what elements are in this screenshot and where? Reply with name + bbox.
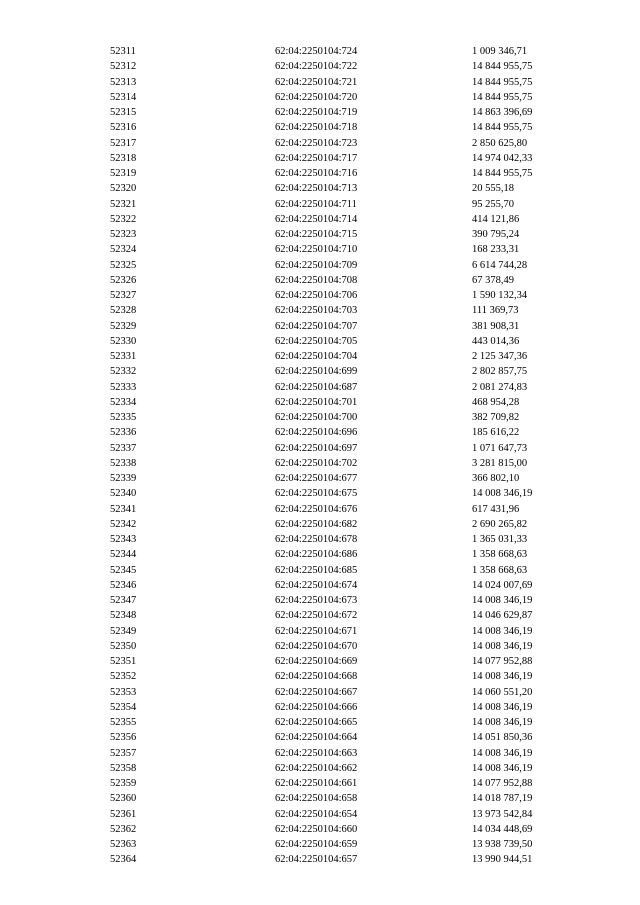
table-row — [0, 715, 640, 730]
cadastral-value: 14 008 346,19 — [472, 595, 533, 606]
cadastral-value: 14 077 952,88 — [472, 656, 533, 667]
row-number: 52311 — [110, 46, 136, 57]
cadastral-number: 62:04:2250104:677 — [275, 473, 358, 484]
cadastral-value: 382 709,82 — [472, 412, 520, 423]
row-number: 52350 — [110, 640, 137, 652]
table-row — [0, 227, 640, 242]
table-row — [0, 303, 640, 318]
table-row — [0, 273, 640, 288]
cadastral-number: 62:04:2250104:676 — [275, 503, 358, 515]
row-number: 52344 — [110, 549, 137, 561]
cadastral-number: 62:04:2250104:672 — [275, 610, 358, 622]
cadastral-value: 1 365 031,33 — [472, 534, 528, 545]
table-row — [0, 44, 640, 59]
cadastral-number: 62:04:2250104:703 — [275, 305, 358, 317]
table-row — [0, 105, 640, 120]
table-row — [0, 395, 640, 410]
table-row — [0, 90, 640, 105]
cadastral-number: 62:04:2250104:671 — [275, 625, 358, 637]
cadastral-value: 95 255,70 — [472, 198, 514, 210]
table-row — [0, 242, 640, 257]
cadastral-number: 62:04:2250104:686 — [275, 549, 358, 561]
cadastral-value: 111 369,73 — [472, 305, 519, 317]
cadastral-value: 2 690 265,82 — [472, 518, 528, 530]
cadastral-value: 14 046 629,87 — [472, 610, 533, 622]
row-number: 52349 — [110, 625, 137, 637]
row-number: 52358 — [110, 762, 137, 774]
table-row — [0, 502, 640, 517]
row-number: 52314 — [110, 91, 137, 103]
row-number: 52353 — [110, 686, 137, 698]
cadastral-value: 1 590 132,34 — [472, 290, 528, 301]
table-row — [0, 59, 640, 74]
cadastral-value: 14 008 346,19 — [472, 747, 533, 759]
cadastral-value: 1 358 668,63 — [472, 549, 528, 561]
table-row — [0, 349, 640, 364]
cadastral-number: 62:04:2250104:667 — [275, 686, 358, 698]
cadastral-value: 468 954,28 — [472, 396, 520, 408]
cadastral-value: 168 233,31 — [472, 244, 520, 256]
cadastral-number: 62:04:2250104:697 — [275, 442, 358, 454]
cadastral-value: 13 938 739,50 — [472, 839, 533, 850]
row-number: 52339 — [110, 473, 137, 484]
cadastral-number: 62:04:2250104:668 — [275, 671, 358, 683]
cadastral-number: 62:04:2250104:659 — [275, 839, 358, 850]
table-row — [0, 639, 640, 654]
cadastral-value: 185 616,22 — [472, 427, 520, 439]
cadastral-number: 62:04:2250104:654 — [275, 808, 358, 820]
cadastral-number: 62:04:2250104:723 — [275, 137, 358, 149]
table-row — [0, 517, 640, 532]
cadastral-value: 390 795,24 — [472, 229, 520, 240]
table-row — [0, 441, 640, 456]
row-number: 52345 — [110, 564, 137, 576]
cadastral-number: 62:04:2250104:685 — [275, 564, 358, 576]
row-number: 52317 — [110, 137, 137, 149]
table-row — [0, 761, 640, 776]
cadastral-value: 14 034 448,69 — [472, 823, 533, 835]
table-row — [0, 410, 640, 425]
row-number: 52331 — [110, 351, 137, 362]
row-number: 52359 — [110, 778, 137, 789]
table-row — [0, 730, 640, 745]
document-table — [0, 44, 640, 868]
row-number: 52363 — [110, 839, 137, 850]
table-row — [0, 791, 640, 806]
row-number: 52364 — [110, 854, 137, 866]
table-row — [0, 547, 640, 562]
table-row — [0, 364, 640, 379]
cadastral-value: 13 990 944,51 — [472, 854, 533, 866]
row-number: 52337 — [110, 442, 137, 454]
row-number: 52361 — [110, 808, 137, 820]
cadastral-number: 62:04:2250104:660 — [275, 823, 358, 835]
cadastral-value: 3 281 815,00 — [472, 457, 528, 469]
cadastral-number: 62:04:2250104:701 — [275, 396, 358, 408]
row-number: 52332 — [110, 366, 137, 378]
cadastral-value: 443 014,36 — [472, 335, 520, 347]
cadastral-value: 14 844 955,75 — [472, 61, 533, 73]
cadastral-number: 62:04:2250104:704 — [275, 351, 358, 362]
row-number: 52323 — [110, 229, 137, 240]
row-number: 52330 — [110, 335, 137, 347]
table-row — [0, 288, 640, 303]
row-number: 52346 — [110, 579, 137, 591]
cadastral-value: 13 973 542,84 — [472, 808, 533, 820]
cadastral-value: 20 555,18 — [472, 183, 514, 195]
table-row — [0, 822, 640, 837]
table-row — [0, 776, 640, 791]
table-row — [0, 700, 640, 715]
row-number: 52318 — [110, 152, 137, 164]
table-row — [0, 685, 640, 700]
cadastral-value: 14 077 952,88 — [472, 778, 533, 789]
cadastral-number: 62:04:2250104:678 — [275, 534, 358, 545]
cadastral-number: 62:04:2250104:699 — [275, 366, 358, 378]
cadastral-value: 366 802,10 — [472, 473, 520, 484]
row-number: 52352 — [110, 671, 137, 683]
row-number: 52341 — [110, 503, 137, 515]
cadastral-value: 1 071 647,73 — [472, 442, 528, 454]
table-row — [0, 319, 640, 334]
table-row — [0, 75, 640, 90]
cadastral-value: 2 802 857,75 — [472, 366, 528, 378]
cadastral-value: 14 008 346,19 — [472, 762, 533, 774]
table-row — [0, 608, 640, 623]
row-number: 52325 — [110, 259, 137, 271]
cadastral-number: 62:04:2250104:675 — [275, 488, 358, 500]
cadastral-number: 62:04:2250104:724 — [275, 46, 358, 57]
table-row — [0, 181, 640, 196]
row-number: 52326 — [110, 274, 137, 286]
cadastral-number: 62:04:2250104:707 — [275, 320, 358, 332]
table-row — [0, 624, 640, 639]
row-number: 52313 — [110, 76, 137, 88]
table-row — [0, 120, 640, 135]
table-row — [0, 136, 640, 151]
table-row — [0, 563, 640, 578]
row-number: 52348 — [110, 610, 137, 622]
table-row — [0, 456, 640, 471]
row-number: 52333 — [110, 381, 137, 393]
cadastral-number: 62:04:2250104:722 — [275, 61, 358, 73]
table-row — [0, 532, 640, 547]
cadastral-number: 62:04:2250104:710 — [275, 244, 358, 256]
cadastral-number: 62:04:2250104:696 — [275, 427, 358, 439]
cadastral-value: 14 060 551,20 — [472, 686, 533, 698]
cadastral-number: 62:04:2250104:664 — [275, 732, 358, 744]
table-row — [0, 654, 640, 669]
cadastral-value: 14 008 346,19 — [472, 671, 533, 683]
row-number: 52343 — [110, 534, 137, 545]
table-row — [0, 258, 640, 273]
cadastral-value: 2 125 347,36 — [472, 351, 528, 362]
cadastral-value: 14 008 346,19 — [472, 701, 533, 713]
row-number: 52338 — [110, 457, 137, 469]
cadastral-value: 14 974 042,33 — [472, 152, 533, 164]
cadastral-value: 14 024 007,69 — [472, 579, 533, 591]
row-number: 52334 — [110, 396, 137, 408]
row-number: 52316 — [110, 122, 137, 134]
table-row — [0, 852, 640, 867]
row-number: 52329 — [110, 320, 137, 332]
cadastral-number: 62:04:2250104:670 — [275, 640, 358, 652]
table-row — [0, 578, 640, 593]
cadastral-number: 62:04:2250104:720 — [275, 91, 358, 103]
cadastral-number: 62:04:2250104:673 — [275, 595, 358, 606]
cadastral-number: 62:04:2250104:716 — [275, 168, 358, 179]
row-number: 52327 — [110, 290, 137, 301]
cadastral-value: 14 844 955,75 — [472, 122, 533, 134]
cadastral-number: 62:04:2250104:661 — [275, 778, 358, 789]
cadastral-value: 14 008 346,19 — [472, 640, 533, 652]
cadastral-number: 62:04:2250104:715 — [275, 229, 358, 240]
row-number: 52355 — [110, 717, 137, 728]
cadastral-number: 62:04:2250104:663 — [275, 747, 358, 759]
cadastral-number: 62:04:2250104:666 — [275, 701, 358, 713]
cadastral-number: 62:04:2250104:717 — [275, 152, 358, 164]
cadastral-value: 14 018 787,19 — [472, 793, 533, 805]
cadastral-value: 14 844 955,75 — [472, 76, 533, 88]
table-row — [0, 471, 640, 486]
cadastral-number: 62:04:2250104:708 — [275, 274, 358, 286]
table-row — [0, 669, 640, 684]
row-number: 52360 — [110, 793, 137, 805]
table-row — [0, 807, 640, 822]
row-number: 52340 — [110, 488, 137, 500]
cadastral-number: 62:04:2250104:700 — [275, 412, 358, 423]
cadastral-number: 62:04:2250104:714 — [275, 213, 358, 225]
row-number: 52356 — [110, 732, 137, 744]
cadastral-value: 2 850 625,80 — [472, 137, 528, 149]
table-row — [0, 334, 640, 349]
row-number: 52347 — [110, 595, 137, 606]
cadastral-number: 62:04:2250104:662 — [275, 762, 358, 774]
cadastral-value: 1 009 346,71 — [472, 46, 528, 57]
cadastral-value: 14 844 955,75 — [472, 91, 533, 103]
cadastral-number: 62:04:2250104:705 — [275, 335, 358, 347]
cadastral-value: 617 431,96 — [472, 503, 520, 515]
table-row — [0, 166, 640, 181]
cadastral-value: 14 008 346,19 — [472, 488, 533, 500]
cadastral-value: 67 378,49 — [472, 274, 514, 286]
cadastral-number: 62:04:2250104:721 — [275, 76, 358, 88]
cadastral-number: 62:04:2250104:657 — [275, 854, 358, 866]
cadastral-number: 62:04:2250104:682 — [275, 518, 358, 530]
row-number: 52354 — [110, 701, 137, 713]
cadastral-number: 62:04:2250104:706 — [275, 290, 358, 301]
row-number: 52362 — [110, 823, 137, 835]
table-row — [0, 425, 640, 440]
cadastral-value: 6 614 744,28 — [472, 259, 528, 271]
table-row — [0, 486, 640, 501]
row-number: 52315 — [110, 107, 137, 118]
cadastral-number: 62:04:2250104:718 — [275, 122, 358, 134]
table-row — [0, 593, 640, 608]
row-number: 52357 — [110, 747, 137, 759]
cadastral-value: 14 863 396,69 — [472, 107, 533, 118]
table-row — [0, 212, 640, 227]
row-number: 52342 — [110, 518, 137, 530]
row-number: 52328 — [110, 305, 137, 317]
cadastral-value: 381 908,31 — [472, 320, 520, 332]
cadastral-value: 14 008 346,19 — [472, 717, 533, 728]
cadastral-number: 62:04:2250104:711 — [275, 198, 357, 210]
cadastral-number: 62:04:2250104:674 — [275, 579, 358, 591]
table-row — [0, 837, 640, 852]
table-row — [0, 746, 640, 761]
cadastral-number: 62:04:2250104:713 — [275, 183, 358, 195]
cadastral-number: 62:04:2250104:669 — [275, 656, 358, 667]
table-row — [0, 380, 640, 395]
row-number: 52319 — [110, 168, 137, 179]
cadastral-value: 14 844 955,75 — [472, 168, 533, 179]
table-row — [0, 197, 640, 212]
cadastral-number: 62:04:2250104:719 — [275, 107, 358, 118]
cadastral-number: 62:04:2250104:658 — [275, 793, 358, 805]
cadastral-number: 62:04:2250104:687 — [275, 381, 358, 393]
row-number: 52321 — [110, 198, 137, 210]
cadastral-value: 414 121,86 — [472, 213, 520, 225]
cadastral-value: 14 051 850,36 — [472, 732, 533, 744]
row-number: 52322 — [110, 213, 137, 225]
row-number: 52312 — [110, 61, 137, 73]
cadastral-value: 14 008 346,19 — [472, 625, 533, 637]
cadastral-number: 62:04:2250104:702 — [275, 457, 358, 469]
cadastral-value: 2 081 274,83 — [472, 381, 528, 393]
row-number: 52335 — [110, 412, 137, 423]
row-number: 52336 — [110, 427, 137, 439]
cadastral-value: 1 358 668,63 — [472, 564, 528, 576]
cadastral-number: 62:04:2250104:665 — [275, 717, 358, 728]
cadastral-number: 62:04:2250104:709 — [275, 259, 358, 271]
table-row — [0, 151, 640, 166]
row-number: 52320 — [110, 183, 137, 195]
row-number: 52324 — [110, 244, 137, 256]
row-number: 52351 — [110, 656, 137, 667]
